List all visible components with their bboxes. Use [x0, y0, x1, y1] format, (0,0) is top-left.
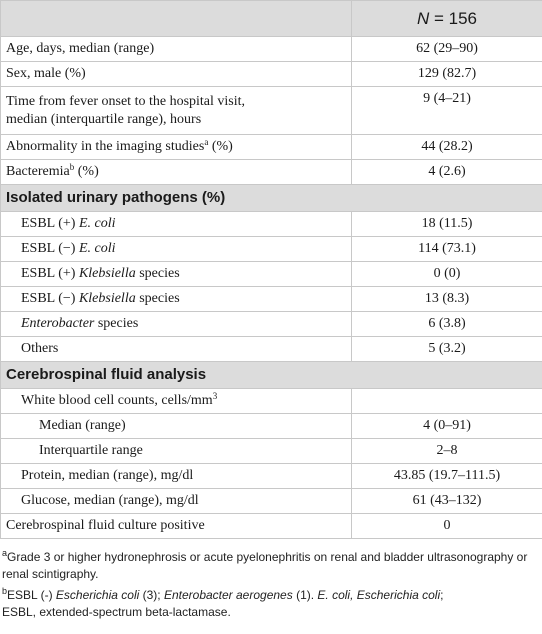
- pathogen-name: Enterobacter: [21, 316, 95, 331]
- footnote-b-mark: b: [2, 586, 8, 596]
- table-row: [1, 389, 542, 414]
- table-row: [1, 135, 542, 160]
- fever-label-line2: median (interquartile range), hours: [6, 111, 202, 127]
- n-equals: =: [429, 8, 449, 28]
- imaging-value: 44 (28.2): [352, 135, 542, 160]
- pathogen-label: [1, 237, 352, 262]
- table-row: [1, 489, 542, 514]
- age-label: Age, days, median (range): [1, 37, 352, 62]
- pathogen-prefix: ESBL (−): [21, 291, 79, 306]
- bacteremia-label-text: Bacteremia: [6, 164, 70, 179]
- table-row: [1, 37, 542, 62]
- header-empty-cell: [1, 1, 352, 37]
- wbc-value: [352, 389, 542, 414]
- imaging-label: [1, 135, 352, 160]
- pathogen-value: 6 (3.8): [352, 312, 542, 337]
- culture-label: Cerebrospinal fluid culture positive: [1, 514, 352, 539]
- wbc-label: [1, 389, 352, 414]
- pathogen-value: 13 (8.3): [352, 287, 542, 312]
- header-n-cell: [352, 1, 542, 37]
- csf-iqr-value: 2–8: [352, 439, 542, 464]
- pathogen-value: 114 (73.1): [352, 237, 542, 262]
- table-row: [1, 439, 542, 464]
- section-header-row: [1, 185, 542, 212]
- footnote-a-text: Grade 3 or higher hydronephrosis or acute pyelonephritis on renal and bladder ultrasonography or renal scintigraphy.: [2, 550, 528, 581]
- csf-median-value: 4 (0–91): [352, 414, 542, 439]
- section-title-pathogens: Isolated urinary pathogens (%): [1, 185, 542, 212]
- pathogen-suffix: species: [135, 266, 180, 281]
- pathogen-label: [1, 212, 352, 237]
- table-footnotes: [0, 539, 542, 621]
- sex-value: 129 (82.7): [352, 62, 542, 87]
- footnote-b-italic: E. coli, Escherichia coli: [317, 588, 441, 602]
- table-row: [1, 312, 542, 337]
- pathogen-label: [1, 262, 352, 287]
- footnote-b-text: ;: [440, 588, 444, 602]
- pathogen-suffix: species: [135, 291, 180, 306]
- protein-value: 43.85 (19.7–111.5): [352, 464, 542, 489]
- csf-median-label: Median (range): [1, 414, 352, 439]
- pathogen-name: Klebsiella: [78, 291, 136, 306]
- table-row: [1, 464, 542, 489]
- fever-value: 9 (4–21): [352, 87, 542, 135]
- pathogen-value: 5 (3.2): [352, 337, 542, 362]
- table-row: [1, 62, 542, 87]
- pathogen-label: [1, 312, 352, 337]
- footnote-mark-b: b: [69, 162, 75, 172]
- n-value: 156: [448, 8, 478, 28]
- csf-iqr-label: Interquartile range: [1, 439, 352, 464]
- wbc-label-text: White blood cell counts, cells/mm: [21, 393, 213, 408]
- table-row: [1, 237, 542, 262]
- pathogen-prefix: ESBL (+): [21, 266, 79, 281]
- imaging-label-tail: (%): [208, 139, 233, 154]
- pathogen-name: Klebsiella: [78, 266, 136, 281]
- protein-label: Protein, median (range), mg/dl: [1, 464, 352, 489]
- pathogen-suffix: species: [94, 316, 139, 331]
- pathogen-name: E. coli: [78, 216, 116, 231]
- footnote-b-italic: Enterobacter aerogenes: [163, 588, 293, 602]
- footnote-b-italic: Escherichia coli: [55, 588, 140, 602]
- n-symbol: N: [416, 8, 430, 28]
- table-row: [1, 87, 542, 135]
- superscript-3: 3: [212, 391, 218, 401]
- bacteremia-value: 4 (2.6): [352, 160, 542, 185]
- table-row: [1, 514, 542, 539]
- table-row: [1, 160, 542, 185]
- table-row: [1, 414, 542, 439]
- footnote-b-text: (1).: [292, 588, 318, 602]
- footnote-b-abbrev: ESBL, extended-spectrum beta-lactamase.: [2, 605, 231, 619]
- table-row: [1, 262, 542, 287]
- pathogen-prefix: ESBL (−): [21, 241, 79, 256]
- table-header-row: [1, 1, 542, 37]
- pathogen-label: Others: [1, 337, 352, 362]
- pathogen-name: E. coli: [78, 241, 116, 256]
- fever-label-line1: Time from fever onset to the hospital visit,: [6, 93, 246, 109]
- imaging-label-text: Abnormality in the imaging studies: [6, 139, 205, 154]
- culture-value: 0: [352, 514, 542, 539]
- pathogen-label: [1, 287, 352, 312]
- footnote-b-text: ESBL (-): [7, 588, 56, 602]
- table-row: [1, 212, 542, 237]
- footnote-mark-a: a: [204, 137, 209, 147]
- footnote-b-text: (3);: [139, 588, 164, 602]
- footnote-b: [2, 587, 540, 621]
- pathogen-value: 0 (0): [352, 262, 542, 287]
- glucose-label: Glucose, median (range), mg/dl: [1, 489, 352, 514]
- table-row: [1, 287, 542, 312]
- section-title-csf: Cerebrospinal fluid analysis: [1, 362, 542, 389]
- pathogen-value: 18 (11.5): [352, 212, 542, 237]
- table-row: [1, 337, 542, 362]
- section-header-row: [1, 362, 542, 389]
- fever-label: [1, 87, 352, 135]
- bacteremia-label-tail: (%): [74, 164, 99, 179]
- pathogen-prefix: ESBL (+): [21, 216, 79, 231]
- footnote-a: [2, 549, 540, 583]
- glucose-value: 61 (43–132): [352, 489, 542, 514]
- sex-label: Sex, male (%): [1, 62, 352, 87]
- bacteremia-label: [1, 160, 352, 185]
- age-value: 62 (29–90): [352, 37, 542, 62]
- footnote-a-mark: a: [2, 548, 8, 558]
